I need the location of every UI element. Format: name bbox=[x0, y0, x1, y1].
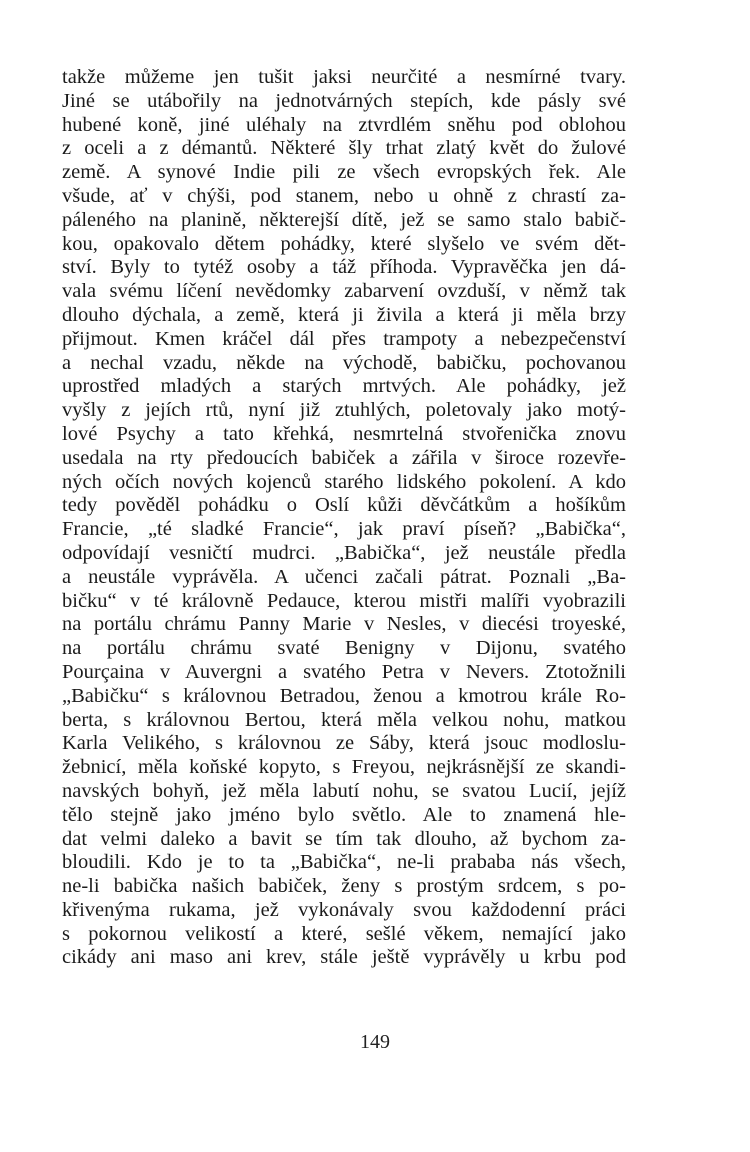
text-line: ných očích nových kojenců starého lidského pokolení. A kdo bbox=[62, 470, 626, 493]
text-line: a neustále vyprávěla. A učenci začali pátrat. Poznali „Ba- bbox=[62, 565, 626, 588]
text-line: na portálu chrámu Panny Marie v Nesles, v diecési troyeské, bbox=[62, 613, 626, 636]
text-line: Jiné se utábořily na jednotvárných stepích, kde pásly své bbox=[62, 89, 626, 112]
text-line: žebnicí, měla koňské kopyto, s Freyou, nejkrásnější ze skandi- bbox=[62, 756, 626, 779]
page-number: 149 bbox=[360, 1031, 390, 1053]
text-line: dlouho dýchala, a země, která ji živila a která ji měla brzy bbox=[62, 303, 626, 326]
text-line: „Babičku“ s královnou Betradou, ženou a kmotrou krále Ro- bbox=[62, 684, 626, 707]
text-line: Francie, „té sladké Francie“, jak praví píseň? „Babička“, bbox=[62, 518, 626, 541]
text-line: usedala na rty předoucích babiček a zářila v široce rozevře- bbox=[62, 446, 626, 469]
text-line: vala svému líčení nevědomky zabarvení ovzduší, v němž tak bbox=[62, 280, 626, 303]
text-line: bičku“ v té královně Pedauce, kterou mistři malíři vyobrazili bbox=[62, 589, 626, 612]
text-line: odpovídají vesničtí mudrci. „Babička“, jež neustále předla bbox=[62, 541, 626, 564]
text-line: hubené koně, jiné uléhaly na ztvrdlém sněhu pod oblohou bbox=[62, 113, 626, 136]
text-line: páleného na planině, některejší dítě, jež se samo stalo babič- bbox=[62, 208, 626, 231]
text-line: lové Psychy a tato křehká, nesmrtelná stvořenička znovu bbox=[62, 422, 626, 445]
text-line: vyšly z jejích rtů, nyní již ztuhlých, poletovaly jako motý- bbox=[62, 399, 626, 422]
text-line: z oceli a z démantů. Některé šly trhat zlatý květ do žulové bbox=[62, 137, 626, 160]
text-line: takže můžeme jen tušit jaksi neurčité a nesmírné tvary. bbox=[62, 66, 626, 88]
text-line: všude, ať v chýši, pod stanem, nebo u ohně z chrastí za- bbox=[62, 184, 626, 207]
text-line: Karla Velikého, s královnou ze Sáby, která jsouc modloslu- bbox=[62, 732, 626, 755]
text-line: na portálu chrámu svaté Benigny v Dijonu, svatého bbox=[62, 637, 626, 660]
text-line: cikády ani maso ani krev, stále ještě vyprávěly u krbu pod bbox=[62, 946, 626, 969]
text-line: s pokornou velikostí a které, sešlé věkem, nemající jako bbox=[62, 922, 626, 945]
text-line: navských bohyň, jež měla labutí nohu, se svatou Lucií, jejíž bbox=[62, 779, 626, 802]
text-line: a nechal vzadu, někde na východě, babičku, pochovanou bbox=[62, 351, 626, 374]
text-line: uprostřed mladých a starých mrtvých. Ale pohádky, jež bbox=[62, 375, 626, 398]
page-body-text bbox=[62, 66, 626, 970]
text-line: tělo stejně jako jméno bylo světlo. Ale to znamená hle- bbox=[62, 803, 626, 826]
text-line: tedy pověděl pohádku o Oslí kůži děvčátkům a hošíkům bbox=[62, 494, 626, 517]
text-line: ne-li babička našich babiček, ženy s prostým srdcem, s po- bbox=[62, 875, 626, 898]
text-line: křivenýma rukama, jež vykonávaly svou každodenní práci bbox=[62, 898, 626, 921]
text-line: dat velmi daleko a bavit se tím tak dlouho, až bychom za- bbox=[62, 827, 626, 850]
text-line: kou, opakovalo dětem pohádky, které slyšelo ve svém dět- bbox=[62, 232, 626, 255]
text-line: země. A synové Indie pili ze všech evropských řek. Ale bbox=[62, 161, 626, 184]
text-line: berta, s královnou Bertou, která měla velkou nohu, matkou bbox=[62, 708, 626, 731]
text-line: ství. Byly to tytéž osoby a táž příhoda. Vypravěčka jen dá- bbox=[62, 256, 626, 279]
text-line: přijmout. Kmen kráčel dál přes trampoty a nebezpečenství bbox=[62, 327, 626, 350]
text-line: bloudili. Kdo je to ta „Babička“, ne-li prababa nás všech, bbox=[62, 851, 626, 874]
text-line: Pourçaina v Auvergni a svatého Petra v Nevers. Ztotožnili bbox=[62, 660, 626, 683]
